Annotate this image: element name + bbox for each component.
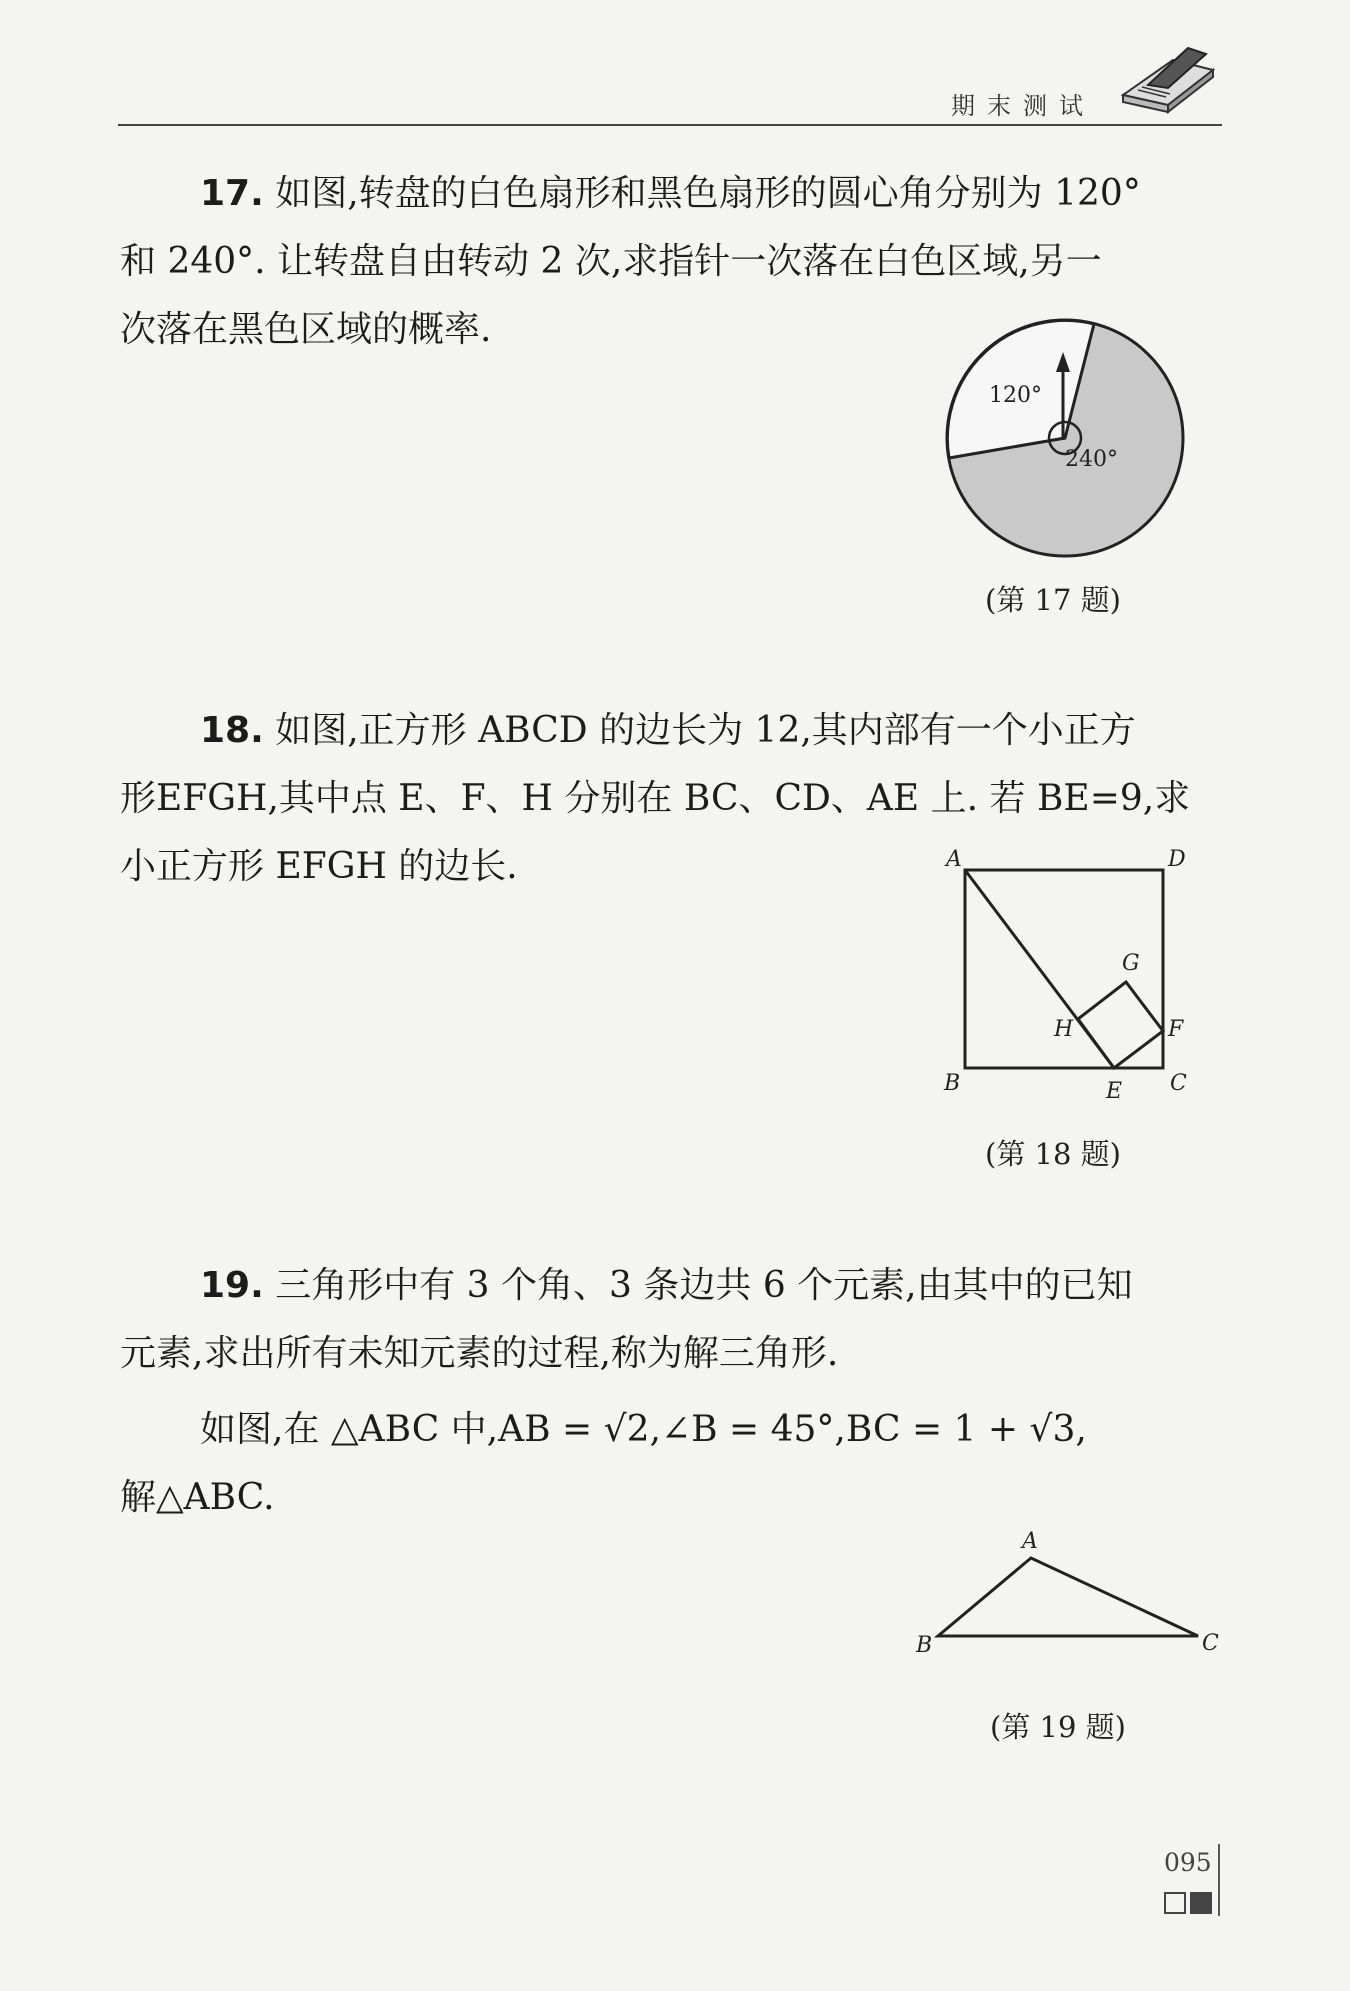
q19-line1: 三角形中有 3 个角、3 条边共 6 个元素,由其中的已知 bbox=[275, 1265, 1133, 1306]
q18-number: 18. bbox=[200, 710, 264, 751]
q19-caption: (第 19 题) bbox=[990, 1710, 1126, 1744]
q18-caption: (第 18 题) bbox=[985, 1137, 1121, 1171]
q18-line3: 小正方形 EFGH 的边长. bbox=[120, 846, 518, 887]
q19-number: 19. bbox=[200, 1265, 264, 1306]
q18-line2: 形EFGH,其中点 E、F、H 分别在 BC、CD、AE 上. 若 BE=9,求 bbox=[120, 778, 1191, 819]
empty-box-icon bbox=[1164, 1892, 1186, 1914]
q17-line3: 次落在黑色区域的概率. bbox=[120, 309, 492, 350]
q18-text bbox=[120, 697, 1225, 765]
spinner-figure bbox=[935, 308, 1195, 568]
q17-line1: 如图,转盘的白色扇形和黑色扇形的圆心角分别为 120° bbox=[275, 173, 1141, 214]
label-120: 120° bbox=[989, 383, 1042, 408]
triangle-abc bbox=[938, 1558, 1198, 1636]
label-c: C bbox=[1202, 1631, 1219, 1656]
q18-line1: 如图,正方形 ABCD 的边长为 12,其内部有一个小正方 bbox=[275, 710, 1136, 751]
q19-line2: 元素,求出所有未知元素的过程,称为解三角形. bbox=[120, 1333, 839, 1374]
q19-line4: 解△ABC. bbox=[120, 1477, 275, 1518]
label-g: G bbox=[1122, 951, 1140, 976]
filled-box-icon bbox=[1190, 1892, 1212, 1914]
header-title: 期末测试 bbox=[951, 92, 1095, 120]
label-240: 240° bbox=[1065, 447, 1118, 472]
square-figure bbox=[930, 838, 1195, 1098]
label-d: D bbox=[1168, 847, 1186, 872]
q17-number: 17. bbox=[200, 173, 264, 214]
label-f: F bbox=[1168, 1017, 1184, 1042]
label-c: C bbox=[1170, 1071, 1187, 1096]
q19-line3: 如图,在 △ABC 中,AB = √2,∠B = 45°,BC = 1 + √3, bbox=[200, 1409, 1087, 1450]
q17-caption: (第 17 题) bbox=[985, 583, 1121, 617]
header-rule bbox=[118, 124, 1222, 126]
label-b: B bbox=[916, 1633, 933, 1658]
page-side-rule bbox=[1218, 1844, 1220, 1916]
q17-line2: 和 240°. 让转盘自由转动 2 次,求指针一次落在白色区域,另一 bbox=[120, 241, 1102, 282]
label-a: A bbox=[946, 847, 962, 872]
triangle-figure bbox=[908, 1518, 1228, 1658]
page-number: 095 bbox=[1164, 1848, 1212, 1877]
label-a: A bbox=[1022, 1529, 1038, 1554]
q19-text bbox=[120, 1252, 1225, 1320]
square-efgh bbox=[1078, 982, 1163, 1068]
label-b: B bbox=[944, 1071, 961, 1096]
q17-text bbox=[120, 160, 1225, 228]
label-h: H bbox=[1054, 1017, 1074, 1042]
book-icon bbox=[1118, 40, 1218, 120]
label-e: E bbox=[1106, 1079, 1123, 1098]
